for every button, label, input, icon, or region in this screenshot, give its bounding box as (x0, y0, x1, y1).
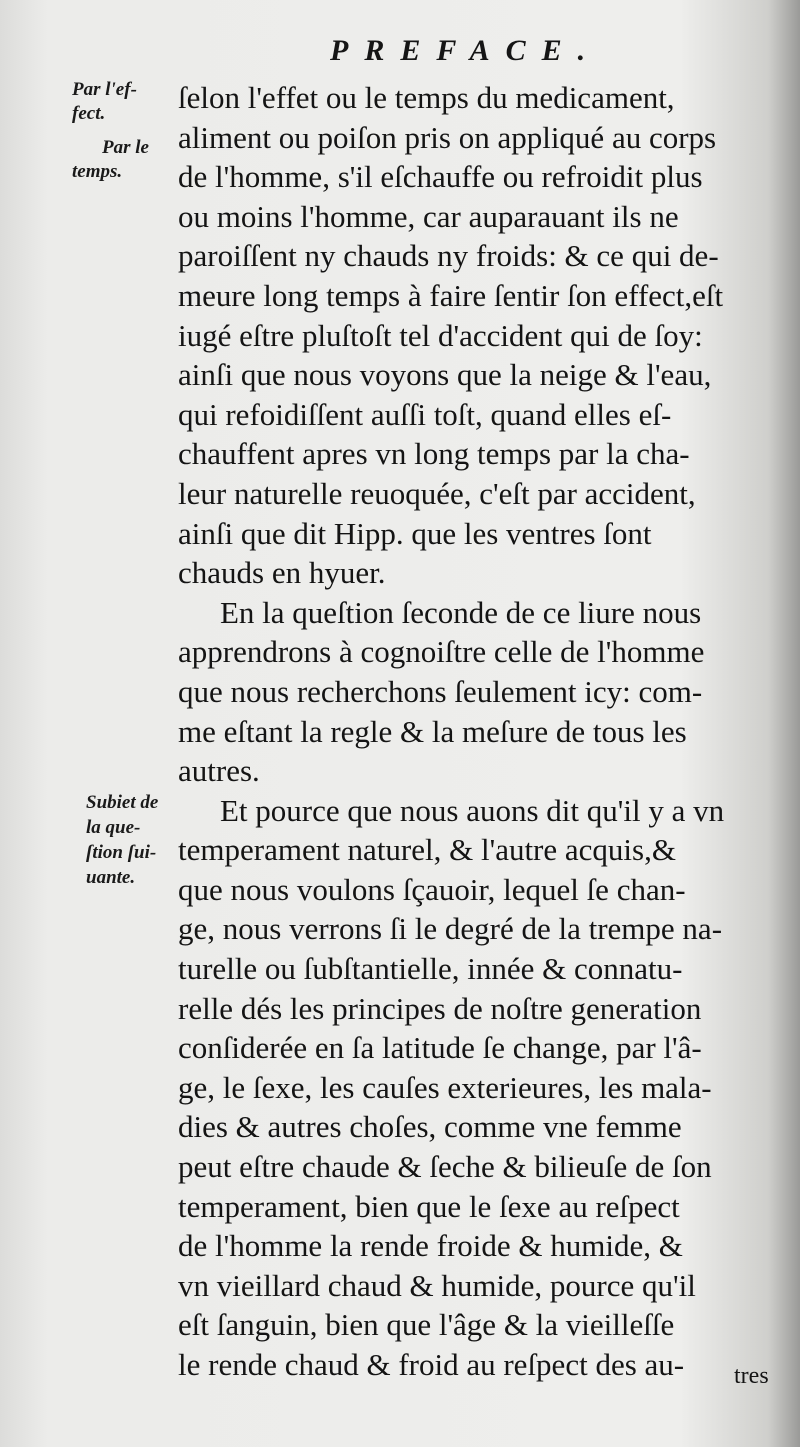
paragraph-3 (178, 791, 778, 1385)
text-line: turelle ou ſubſtantielle, innée & connatu- (178, 951, 683, 987)
text-line: autres. (178, 753, 260, 789)
text-line: temperament naturel, & l'autre acquis,& (178, 832, 676, 868)
margin-note-line: uante. (86, 867, 136, 888)
text-line: le rende chaud & froid au reſpect des au- (178, 1347, 685, 1382)
text-line: apprendrons à cognoiſtre celle de l'homme (178, 634, 705, 670)
text-line: paroiſſent ny chauds ny froids: & ce qui de- (178, 238, 719, 274)
text-line: leur naturelle reuoquée, c'eſt par accident, (178, 475, 696, 511)
running-head: PREFACE. (330, 34, 602, 67)
margin-note-line: Subiet de (86, 792, 159, 813)
margin-note-line: fect. (72, 103, 106, 124)
text-line: ſelon l'effet ou le temps du medicament, (178, 80, 675, 115)
margin-note-line: Par l'ef- (72, 79, 137, 100)
text-line: ainſi que dit Hipp. que les ventres ſont (178, 515, 652, 551)
margin-note-line: ſtion ſui- (86, 842, 157, 863)
text-line: eſt ſanguin, bien que l'âge & la vieilleſſe (178, 1307, 675, 1343)
text-line: de l'homme, s'il eſchauffe ou refroidit plus (178, 159, 703, 195)
text-line: meure long temps à faire ſentir ſon effect,eſt (178, 277, 724, 313)
text-line: qui refoidiſſent auſſi toſt, quand elles eſ- (178, 396, 672, 432)
text-line: ge, nous verrons ſi le degré de la trempe na- (178, 911, 723, 947)
margin-note-line: temps. (72, 161, 123, 182)
text-line: aliment ou poiſon pris on appliqué au corps (178, 119, 717, 155)
text-line: relle dés les principes de noſtre generation (178, 990, 702, 1026)
text-line: ainſi que nous voyons que la neige & l'eau, (178, 357, 712, 393)
text-line: de l'homme la rende froide & humide, & (178, 1228, 683, 1264)
paragraph-1 (178, 78, 778, 593)
margin-note-line: Par le (102, 137, 149, 158)
text-line: ou moins l'homme, car auparauant ils ne (178, 198, 679, 234)
catchword: tres (734, 1363, 769, 1389)
text-line: iugé eſtre pluſtoſt tel d'accident qui de ſoy: (178, 317, 703, 353)
text-line: En la queſtion ſeconde de ce liure nous (220, 594, 702, 630)
paragraph-2 (178, 593, 778, 791)
text-line: conſiderée en ſa latitude ſe change, par l'â- (178, 1030, 702, 1066)
body-text (178, 78, 778, 1385)
margin-note-effect (72, 78, 137, 126)
text-line: me eſtant la regle & la meſure de tous les (178, 713, 687, 749)
text-line: vn vieillard chaud & humide, pource qu'il (178, 1267, 696, 1303)
text-line: temperament, bien que le ſexe au reſpect (178, 1188, 680, 1224)
margin-note-time (72, 136, 149, 184)
text-line: dies & autres choſes, comme vne femme (178, 1109, 682, 1145)
margin-note-line: la que- (86, 817, 141, 838)
text-line: peut eſtre chaude & ſeche & bilieuſe de ſon (178, 1149, 712, 1185)
text-line: que nous voulons ſçauoir, lequel ſe chan- (178, 871, 686, 907)
text-line: ge, le ſexe, les cauſes exterieures, les mala- (178, 1069, 712, 1105)
text-line: Et pource que nous auons dit qu'il y a vn (220, 792, 725, 828)
text-line: que nous recherchons ſeulement icy: com- (178, 673, 703, 709)
text-line: chauds en hyuer. (178, 555, 386, 591)
margin-note-subject (86, 790, 158, 890)
text-line: chauffent apres vn long temps par la cha- (178, 436, 690, 472)
